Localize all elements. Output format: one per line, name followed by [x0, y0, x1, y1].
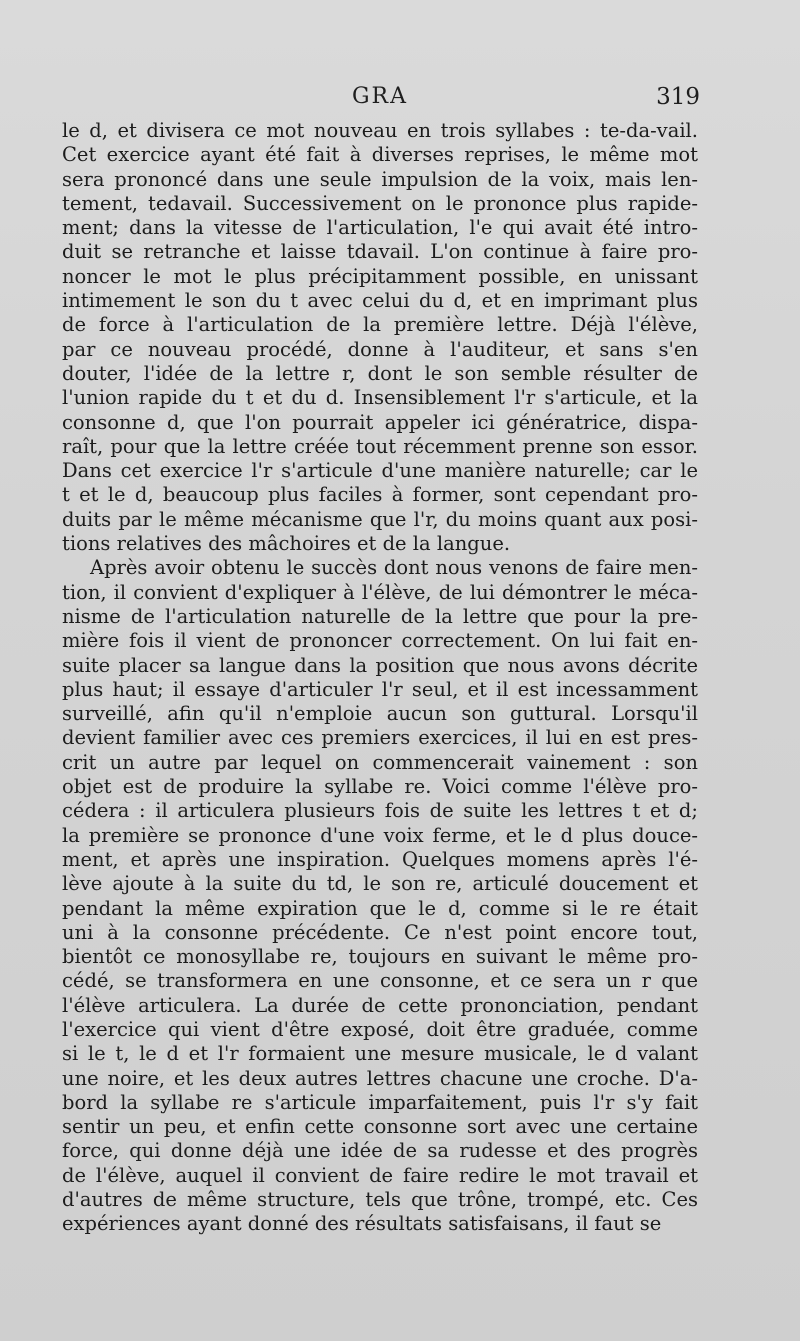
text-line: cédera : il articulera plusieurs fois de suite les lettres t et d;	[62, 799, 698, 823]
text-line: crit un autre par lequel on commencerait vainement : son	[62, 750, 698, 774]
text-line: bord la syllabe re s'articule imparfaitement, puis l'r s'y fait	[62, 1090, 698, 1114]
text-line: l'union rapide du t et du d. Insensiblement l'r s'articule, et la	[62, 386, 698, 410]
body-text	[62, 119, 698, 1237]
text-line: sentir un peu, et enfin cette consonne sort avec une certaine	[62, 1115, 698, 1139]
text-line: plus haut; il essaye d'articuler l'r seul, et il est incessamment	[62, 677, 698, 701]
text-line: noncer le mot le plus précipitamment possible, en unissant	[62, 264, 698, 288]
text-line: mière fois il vient de prononcer correctement. On lui fait en-	[62, 629, 698, 653]
text-line: d'autres de même structure, tels que trône, trompé, etc. Ces	[62, 1188, 698, 1212]
text-line: tement, tedavail. Successivement on le prononce plus rapide-	[62, 191, 698, 215]
text-line: objet est de produire la syllabe re. Voici comme l'élève pro-	[62, 775, 698, 799]
text-line: raît, pour que la lettre créée tout récemment prenne son essor.	[62, 434, 698, 458]
text-line: surveillé, afin qu'il n'emploie aucun son guttural. Lorsqu'il	[62, 702, 698, 726]
text-line: Cet exercice ayant été fait à diverses reprises, le même mot	[62, 143, 698, 167]
text-line: Dans cet exercice l'r s'articule d'une manière naturelle; car le	[62, 459, 698, 483]
page-number: 319	[656, 84, 700, 110]
text-line: expériences ayant donné des résultats satisfaisans, il faut se	[62, 1212, 662, 1236]
text-line: par ce nouveau procédé, donne à l'auditeur, et sans s'en	[62, 337, 698, 361]
text-line: l'élève articulera. La durée de cette prononciation, pendant	[62, 993, 698, 1017]
text-line: duit se retranche et laisse tdavail. L'on continue à faire pro-	[62, 240, 698, 264]
text-line: uni à la consonne précédente. Ce n'est point encore tout,	[62, 920, 698, 944]
text-line: pendant la même expiration que le d, comme si le re était	[62, 896, 698, 920]
text-line: si le t, le d et l'r formaient une mesure musicale, le d valant	[62, 1042, 698, 1066]
text-line: une noire, et les deux autres lettres chacune une croche. D'a-	[62, 1066, 698, 1090]
text-line: nisme de l'articulation naturelle de la lettre que pour la pre-	[62, 604, 698, 628]
text-line: consonne d, que l'on pourrait appeler ici génératrice, dispa-	[62, 410, 698, 434]
text-line: l'exercice qui vient d'être exposé, doit être graduée, comme	[62, 1017, 698, 1041]
text-line: la première se prononce d'une voix ferme, et le d plus douce-	[62, 823, 698, 847]
text-line: Après avoir obtenu le succès dont nous venons de faire men-	[90, 556, 698, 580]
text-line: le d, et divisera ce mot nouveau en trois syllabes : te-da-vail.	[62, 119, 698, 142]
text-line: de l'élève, auquel il convient de faire redire le mot travail et	[62, 1163, 698, 1187]
text-line: cédé, se transformera en une consonne, et ce sera un r que	[62, 969, 698, 993]
text-line: ment, et après une inspiration. Quelques momens après l'é-	[62, 847, 698, 871]
text-line: suite placer sa langue dans la position que nous avons décrite	[62, 653, 698, 677]
text-line: bientôt ce monosyllabe re, toujours en suivant le même pro-	[62, 945, 698, 969]
text-line: devient familier avec ces premiers exercices, il lui en est pres-	[62, 726, 698, 750]
text-line: de force à l'articulation de la première lettre. Déjà l'élève,	[62, 313, 698, 337]
text-line: tion, il convient d'expliquer à l'élève, de lui démontrer le méca-	[62, 580, 698, 604]
text-line: lève ajoute à la suite du td, le son re, articulé doucement et	[62, 872, 698, 896]
text-line: duits par le même mécanisme que l'r, du moins quant aux posi-	[62, 507, 698, 531]
text-line: ment; dans la vitesse de l'articulation, l'e qui avait été intro-	[62, 216, 698, 240]
text-line: force, qui donne déjà une idée de sa rudesse et des progrès	[62, 1139, 698, 1163]
text-line: douter, l'idée de la lettre r, dont le son semble résulter de	[62, 361, 698, 385]
text-line: sera prononcé dans une seule impulsion de la voix, mais len-	[62, 167, 698, 191]
running-title: GRA	[351, 84, 409, 109]
text-line: t et le d, beaucoup plus faciles à former, sont cependant pro-	[62, 483, 698, 507]
text-line: intimement le son du t avec celui du d, et en imprimant plus	[62, 289, 698, 313]
page-header	[60, 84, 700, 116]
text-line: tions relatives des mâchoires et de la langue.	[62, 532, 511, 556]
